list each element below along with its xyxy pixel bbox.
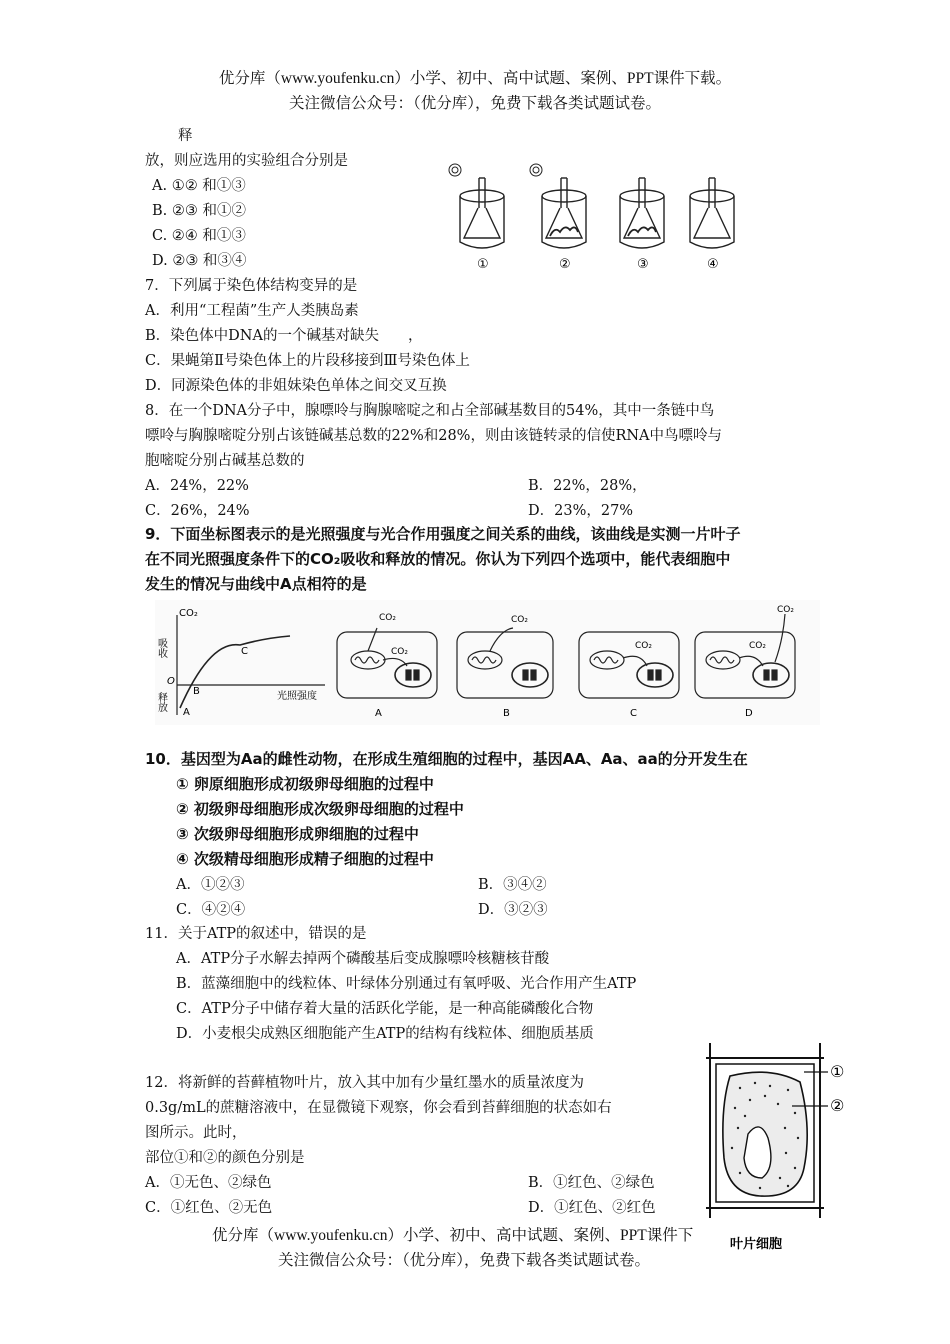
q6-cont-1: 释 — [178, 128, 193, 144]
q12-stem-2: 0.3g/mL的蔗糖溶液中，在显微镜下观察，你会看到苔藓细胞的状态如右 — [145, 1100, 612, 1116]
q6-option-c: C. ②④ 和①③ — [152, 228, 246, 244]
cell-c-co2: CO₂ — [635, 641, 652, 651]
light-icon — [449, 164, 542, 176]
q10-option-a: A．①②③ — [176, 877, 245, 893]
q8-option-d: D．23%，27% — [528, 503, 634, 519]
leaf-label-2: ② — [830, 1096, 845, 1115]
q10-option-c: C．④②④ — [176, 902, 246, 918]
cell-d-co2-in: CO₂ — [749, 641, 766, 651]
graph-y-top: CO₂ — [179, 608, 198, 619]
cell-label-d: D — [745, 708, 753, 719]
leaf-cell-figure — [700, 1038, 860, 1260]
q7-option-a: A．利用“工程菌”生产人类胰岛素 — [145, 303, 359, 319]
cell-a-co2-in: CO₂ — [391, 647, 408, 657]
header-line-1: 优分库（www.youfenku.cn）小学、初中、高中试题、案例、PPT课件下载。 — [218, 70, 732, 87]
footer-line-2: 关注微信公众号：（优分库），免费下载各类试题试卷。 — [278, 1252, 651, 1269]
q6-option-a: A. ①② 和①③ — [152, 178, 246, 194]
q10-item-4: ④ 次级精母细胞形成精子细胞的过程中 — [176, 850, 434, 868]
header-line-2: 关注微信公众号：（优分库），免费下载各类试题试卷。 — [288, 95, 661, 112]
q8-stem-3: 胞嘧啶分别占碱基总数的 — [145, 453, 305, 469]
q10-option-d: D．③②③ — [478, 902, 548, 918]
cell-d-co2-top: CO₂ — [777, 605, 794, 615]
photosynthesis-figure — [155, 600, 820, 725]
jar-label-1: ① — [477, 257, 489, 272]
q11-stem: 11．关于ATP的叙述中，错误的是 — [145, 926, 367, 942]
q9-stem-2: 在不同光照强度条件下的CO₂吸收和释放的情况。你认为下列四个选项中，能代表细胞中 — [145, 550, 731, 568]
cell-label-a: A — [375, 708, 382, 719]
q10-stem: 10．基因型为Aa的雌性动物，在形成生殖细胞的过程中，基因AA、Aa、aa的分开发生在 — [145, 750, 748, 768]
bell-jar-figure — [440, 156, 740, 274]
graph-y-absorb: 吸收 — [155, 638, 167, 658]
q9-stem-3: 发生的情况与曲线中A点相符的是 — [145, 575, 367, 593]
q6-option-b: B. ②③ 和①② — [152, 203, 246, 219]
cell-label-b: B — [503, 708, 510, 719]
q12-stem-4: 部位①和②的颜色分别是 — [145, 1150, 305, 1166]
q8-option-b: B．22%，28%， — [528, 478, 647, 494]
q6-option-d: D. ②③ 和③④ — [152, 253, 247, 269]
graph-point-c: C — [241, 646, 248, 657]
jar-label-2: ② — [559, 257, 571, 272]
q7-option-d: D．同源染色体的非姐妹染色单体之间交叉互换 — [145, 378, 447, 394]
q12-option-c: C．①红色、②无色 — [145, 1200, 273, 1216]
q11-option-b: B．蓝藻细胞中的线粒体、叶绿体分别通过有氧呼吸、光合作用产生ATP — [176, 976, 637, 992]
cell-label-c: C — [630, 708, 637, 719]
q10-item-1: ① 卵原细胞形成初级卵母细胞的过程中 — [176, 775, 434, 793]
q12-option-a: A．①无色、②绿色 — [145, 1175, 272, 1191]
leaf-caption: 叶片细胞 — [730, 1237, 783, 1252]
cell-b-co2: CO₂ — [511, 615, 528, 625]
jar-label-3: ③ — [637, 257, 649, 272]
graph-y-release: 释放 — [155, 692, 167, 712]
q7-option-c: C．果蝇第Ⅱ号染色体上的片段移接到Ⅲ号染色体上 — [145, 353, 470, 369]
q12-stem-1: 12．将新鲜的苔藓植物叶片，放入其中加有少量红墨水的质量浓度为 — [145, 1075, 584, 1091]
q8-option-a: A．24%，22% — [145, 478, 249, 494]
q10-item-3: ③ 次级卵母细胞形成卵细胞的过程中 — [176, 825, 419, 843]
leaf-label-1: ① — [830, 1062, 845, 1081]
q7-stem: 7．下列属于染色体结构变异的是 — [145, 278, 358, 294]
jar-label-4: ④ — [707, 257, 719, 272]
q8-stem-2: 嘌呤与胸腺嘧啶分别占该链碱基总数的22%和28%，则由该链转录的信使RNA中鸟嘌呤与 — [145, 428, 723, 444]
cell-a-co2-out: CO₂ — [379, 613, 396, 623]
q10-option-b: B．③④② — [478, 877, 547, 893]
q12-stem-3: 图所示。此时， — [145, 1125, 247, 1141]
graph-origin: O — [167, 676, 175, 687]
q7-option-b: B．染色体中DNA的一个碱基对缺失 ， — [145, 328, 423, 344]
graph-x-label: 光照强度 — [277, 691, 317, 702]
graph-point-b: B — [193, 686, 200, 697]
footer-line-1: 优分库（www.youfenku.cn）小学、初中、高中试题、案例、PPT课件下 — [212, 1227, 694, 1244]
q12-option-b: B．①红色、②绿色 — [528, 1175, 655, 1191]
q10-item-2: ② 初级卵母细胞形成次级卵母细胞的过程中 — [176, 800, 464, 818]
q8-option-c: C．26%，24% — [145, 503, 250, 519]
q8-stem-1: 8．在一个DNA分子中，腺嘌呤与胸腺嘧啶之和占全部碱基数目的54%，其中一条链中鸟 — [145, 403, 715, 419]
q12-option-d: D．①红色、②红色 — [528, 1200, 656, 1216]
q9-stem-1: 9．下面坐标图表示的是光照强度与光合作用强度之间关系的曲线，该曲线是实测一片叶子 — [145, 525, 741, 543]
graph-point-a: A — [183, 707, 190, 718]
q11-option-d: D．小麦根尖成熟区细胞能产生ATP的结构有线粒体、细胞质基质 — [176, 1026, 594, 1042]
q11-option-c: C．ATP分子中储存着大量的活跃化学能，是一种高能磷酸化合物 — [176, 1001, 594, 1017]
q11-option-a: A．ATP分子水解去掉两个磷酸基后变成腺嘌呤核糖核苷酸 — [176, 951, 550, 967]
q6-cont-2: 放，则应选用的实验组合分别是 — [145, 153, 348, 169]
